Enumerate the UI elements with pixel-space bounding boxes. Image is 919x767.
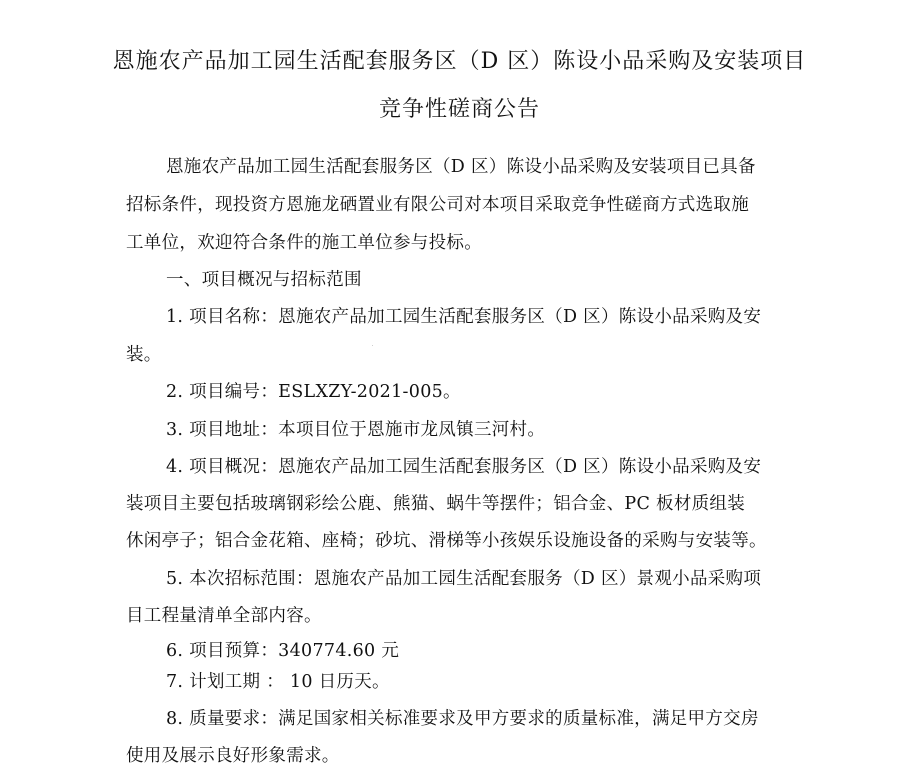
item-1-line-2: 装。: [126, 345, 162, 365]
intro-line-2: 招标条件，现投资方恩施龙硒置业有限公司对本项目采取竞争性磋商方式选取施: [126, 195, 749, 215]
item-8-line-1: 8. 质量要求：满足国家相关标准要求及甲方要求的质量标准，满足甲方交房: [166, 709, 759, 729]
item-4-line-3: 休闲亭子；铝合金花箱、座椅；砂坑、滑梯等小孩娱乐设施设备的采购与安装等。: [126, 531, 767, 551]
item-4-line-1: 4. 项目概况：恩施农产品加工园生活配套服务区（D 区）陈设小品采购及安: [166, 457, 762, 477]
document-title-line-2: 竞争性磋商公告: [378, 97, 540, 122]
item-3: 3. 项目地址：本项目位于恩施市龙凤镇三河村。: [166, 420, 546, 440]
item-5-line-1: 5. 本次招标范围：恩施农产品加工园生活配套服务（D 区）景观小品采购项: [166, 569, 762, 589]
section-heading: 一、项目概况与招标范围: [166, 270, 362, 290]
item-1-line-1: 1. 项目名称：恩施农产品加工园生活配套服务区（D 区）陈设小品采购及安: [166, 307, 762, 327]
item-8-line-2: 使用及展示良好形象需求。: [126, 746, 340, 766]
item-6: 6. 项目预算：340774.60 元: [166, 641, 400, 661]
item-5-line-2: 目工程量清单全部内容。: [126, 606, 322, 626]
document-title-line-1: 恩施农产品加工园生活配套服务区（D 区）陈设小品采购及安装项目: [112, 49, 807, 74]
item-7: 7. 计划工期 ： 10 日历天。: [166, 672, 390, 692]
item-2: 2. 项目编号：ESLXZY-2021-005。: [166, 382, 461, 402]
item-4-line-2: 装项目主要包括玻璃钢彩绘公鹿、熊猫、蜗牛等摆件；铝合金、PC 板材质组装: [126, 494, 746, 514]
intro-line-3: 工单位，欢迎符合条件的施工单位参与投标。: [126, 233, 482, 253]
scan-speck: [372, 345, 373, 346]
intro-line-1: 恩施农产品加工园生活配套服务区（D 区）陈设小品采购及安装项目已具备: [166, 157, 756, 177]
